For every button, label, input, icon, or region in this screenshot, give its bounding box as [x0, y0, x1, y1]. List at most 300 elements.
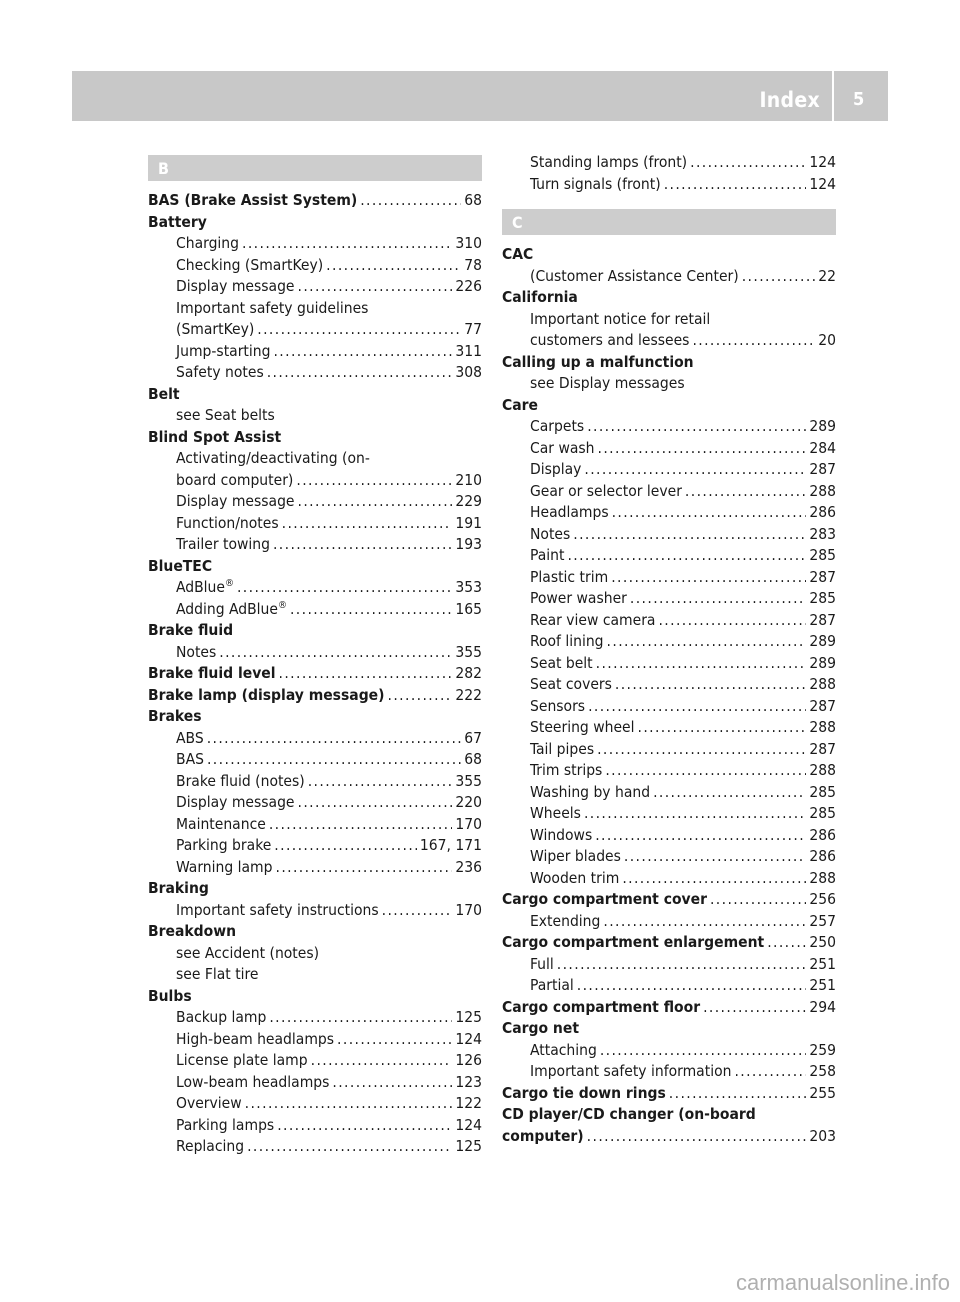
- index-heading: [148, 685, 482, 707]
- entry-text: Brake fluid level: [148, 664, 276, 682]
- leader-dots: [276, 857, 453, 879]
- entry-text: see Accident (notes): [176, 943, 320, 962]
- index-entry: [502, 674, 836, 696]
- leader-dots: [598, 438, 807, 460]
- index-entry: [148, 1007, 482, 1029]
- leader-dots: [273, 534, 452, 556]
- leader-dots: [245, 1093, 453, 1115]
- index-entry: [502, 911, 836, 933]
- entry-text: Wheels: [530, 804, 581, 822]
- leader-dots: [605, 760, 806, 782]
- index-entry: [502, 459, 836, 481]
- leader-dots: [237, 577, 452, 599]
- page-ref: 256: [809, 890, 836, 908]
- index-entry: [502, 481, 836, 503]
- index-entry: [148, 599, 482, 621]
- right-index-list: [502, 244, 836, 1147]
- entry-text: Important safety instructions: [176, 900, 379, 919]
- index-heading: [148, 921, 482, 943]
- page-ref: 285: [809, 589, 836, 607]
- entry-text: Paint: [530, 546, 565, 564]
- index-entry: [502, 653, 836, 675]
- leader-dots: [612, 502, 807, 524]
- section-header-c: [502, 209, 836, 235]
- page-ref: 308: [455, 363, 482, 381]
- index-heading: [148, 620, 482, 642]
- page-ref: 353: [455, 578, 482, 596]
- index-entry: [148, 319, 482, 341]
- entry-text: BlueTEC: [148, 556, 213, 575]
- index-heading: [502, 1126, 836, 1148]
- entry-text: BAS (Brake Assist System): [148, 191, 358, 209]
- entry-text: Carpets: [530, 417, 585, 435]
- entry-text: see Flat tire: [176, 965, 259, 983]
- index-heading: [148, 706, 482, 728]
- entry-text: Replacing: [176, 1137, 245, 1155]
- page-ref: 288: [809, 868, 836, 887]
- leader-dots: [607, 631, 807, 653]
- entry-text: Partial: [530, 976, 574, 994]
- page-ref: 251: [809, 976, 836, 994]
- page-ref: 251: [809, 954, 836, 973]
- index-entry: [148, 577, 482, 599]
- leader-dots: [584, 459, 806, 481]
- index-entry: [502, 846, 836, 868]
- leader-dots: [290, 599, 452, 621]
- entry-text: Seat covers: [530, 675, 612, 693]
- page-ref: 286: [809, 503, 836, 521]
- page-ref: 294: [809, 997, 836, 1016]
- entry-text: Gear or selector lever: [530, 481, 682, 500]
- page-ref: 170: [455, 814, 482, 833]
- page-ref: 284: [809, 438, 836, 457]
- index-heading: [502, 287, 836, 309]
- leader-dots: [296, 470, 452, 492]
- page-ref: 193: [455, 535, 482, 553]
- leader-dots: [247, 1136, 452, 1158]
- leader-dots: [337, 1029, 452, 1051]
- page-ref: 236: [455, 857, 482, 876]
- index-entry: [502, 868, 836, 890]
- entry-text: Important safety guidelines: [176, 298, 369, 317]
- index-entry: [148, 1072, 482, 1094]
- page-ref: 126: [455, 1051, 482, 1069]
- index-entry: [502, 610, 836, 632]
- page-ref: 222: [455, 685, 482, 704]
- index-entry: [148, 1050, 482, 1072]
- entry-text: Cargo compartment cover: [502, 890, 707, 908]
- leader-dots: [742, 266, 816, 288]
- index-entry: [148, 1029, 482, 1051]
- index-entry: [148, 534, 482, 556]
- leader-dots: [360, 190, 461, 212]
- header-bar: [72, 71, 832, 121]
- index-entry: [502, 545, 836, 567]
- entry-text: Care: [502, 395, 538, 414]
- entry-text: Maintenance: [176, 814, 266, 833]
- index-entry: [502, 567, 836, 589]
- page-ref: 125: [455, 1137, 482, 1155]
- leader-dots: [734, 1061, 806, 1083]
- leader-dots: [326, 255, 461, 277]
- index-entry: [502, 1040, 836, 1062]
- entry-text: Cargo compartment enlargement: [502, 933, 765, 951]
- index-entry: [502, 438, 836, 460]
- leader-dots: [622, 868, 806, 890]
- entry-text: Cargo tie down rings: [502, 1083, 666, 1102]
- index-entry: [502, 502, 836, 524]
- index-entry: [502, 739, 836, 761]
- page-ref: 203: [809, 1126, 836, 1145]
- entry-text: Jump-starting: [176, 341, 271, 360]
- entry-text: Steering wheel: [530, 718, 635, 736]
- entry-text: Seat belt: [530, 653, 593, 672]
- entry-text: Battery: [148, 212, 207, 231]
- entry-text: Wooden trim: [530, 868, 620, 887]
- leader-dots: [653, 782, 806, 804]
- entry-text: Notes: [530, 524, 571, 543]
- leader-dots: [311, 1050, 453, 1072]
- page-ref: 287: [809, 610, 836, 629]
- leader-dots: [207, 749, 461, 771]
- index-entry: [148, 1093, 482, 1115]
- entry-text: Brake lamp (display message): [148, 685, 385, 704]
- leader-dots: [382, 900, 453, 922]
- page-ref: 282: [455, 664, 482, 682]
- entry-text: Important safety information: [530, 1062, 732, 1080]
- leader-dots: [269, 1007, 452, 1029]
- index-entry: [148, 276, 482, 298]
- index-heading: [148, 556, 482, 578]
- leader-dots: [277, 1115, 452, 1137]
- entry-text: Car wash: [530, 438, 595, 457]
- page-ref: 287: [809, 460, 836, 478]
- index-entry: [148, 513, 482, 535]
- entry-text: ABS: [176, 728, 204, 747]
- page-ref: 191: [455, 513, 482, 532]
- entry-text: Standing lamps (front): [530, 153, 688, 171]
- entry-text: (Customer Assistance Center): [530, 266, 739, 285]
- index-entry: [148, 771, 482, 793]
- leader-dots: [664, 174, 807, 196]
- entry-text: Bulbs: [148, 986, 192, 1005]
- entry-text: Display message: [176, 793, 295, 811]
- index-entry: [502, 631, 836, 653]
- page-ref: 210: [455, 470, 482, 489]
- entry-text: Safety notes: [176, 363, 264, 381]
- entry-text: Warning lamp: [176, 857, 273, 876]
- leader-dots: [308, 771, 453, 793]
- right-index-list-continued: [502, 152, 836, 195]
- entry-text: Charging: [176, 234, 240, 252]
- index-entry: [502, 954, 836, 976]
- index-entry: [502, 717, 836, 739]
- leader-dots: [267, 362, 453, 384]
- entry-text: see Seat belts: [176, 406, 275, 424]
- section-letter: B: [158, 159, 169, 178]
- index-entry: [148, 341, 482, 363]
- page-ref: 220: [455, 793, 482, 811]
- leader-dots: [588, 696, 806, 718]
- entry-text: Turn signals (front): [530, 174, 661, 193]
- entry-text: computer): [502, 1126, 584, 1145]
- entry-text: Wiper blades: [530, 847, 621, 865]
- index-heading: [148, 384, 482, 406]
- index-entry: [148, 900, 482, 922]
- page-ref: 289: [809, 653, 836, 672]
- page-ref: 226: [455, 277, 482, 295]
- page-ref: 122: [455, 1094, 482, 1112]
- leader-dots: [584, 803, 806, 825]
- entry-text: Display message: [176, 492, 295, 510]
- entry-text: Low-beam headlamps: [176, 1072, 330, 1091]
- entry-text: Display: [530, 460, 582, 478]
- entry-text: California: [502, 288, 578, 306]
- entry-text: High-beam headlamps: [176, 1029, 335, 1048]
- entry-text: Brake fluid: [148, 621, 234, 639]
- index-entry: [502, 330, 836, 352]
- page-ref: 259: [809, 1040, 836, 1059]
- leader-dots: [600, 1040, 807, 1062]
- entry-text: Adding AdBlue®: [176, 599, 287, 618]
- page-ref: 355: [455, 771, 482, 790]
- page-ref: 229: [455, 492, 482, 510]
- leader-dots: [567, 545, 806, 567]
- leader-dots: [207, 728, 462, 750]
- page-ref: 283: [809, 524, 836, 543]
- leader-dots: [690, 152, 806, 174]
- left-column: [148, 155, 482, 1158]
- page-number-box: [834, 71, 888, 121]
- index-entry: [148, 943, 482, 965]
- right-column: [502, 152, 836, 1147]
- entry-text: Braking: [148, 879, 209, 897]
- index-entry: [502, 760, 836, 782]
- leader-dots: [611, 567, 806, 589]
- leader-dots: [219, 642, 452, 664]
- page-title: Index: [759, 88, 820, 112]
- leader-dots: [596, 653, 807, 675]
- index-heading: [502, 997, 836, 1019]
- page-ref: 255: [809, 1083, 836, 1102]
- entry-text: Tail pipes: [530, 739, 595, 758]
- entry-text: Display message: [176, 277, 295, 295]
- index-entry: [148, 1136, 482, 1158]
- leader-dots: [577, 975, 807, 997]
- page-ref: 288: [809, 718, 836, 736]
- index-heading: [502, 244, 836, 266]
- entry-text: Parking lamps: [176, 1115, 275, 1134]
- entry-text: Breakdown: [148, 922, 237, 940]
- entry-text: Brakes: [148, 707, 202, 725]
- leader-dots: [269, 814, 453, 836]
- page-ref: 285: [809, 804, 836, 822]
- page-ref: 311: [455, 341, 482, 360]
- watermark: carmanualsonline.info: [735, 1270, 950, 1295]
- index-entry: [148, 857, 482, 879]
- entry-text: License plate lamp: [176, 1051, 308, 1069]
- index-entry: [148, 448, 482, 470]
- index-entry: [148, 405, 482, 427]
- entry-text: see Display messages: [530, 374, 685, 392]
- index-entry: [502, 782, 836, 804]
- index-entry: [502, 266, 836, 288]
- page-number: 5: [853, 89, 865, 110]
- index-entry: [502, 309, 836, 331]
- entry-text: Function/notes: [176, 513, 279, 532]
- leader-dots: [669, 1083, 807, 1105]
- page-ref: 250: [809, 933, 836, 951]
- entry-text: Important notice for retail: [530, 309, 711, 328]
- entry-text: Cargo net: [502, 1019, 579, 1037]
- entry-text: Headlamps: [530, 503, 609, 521]
- index-heading: [502, 932, 836, 954]
- index-entry: [502, 416, 836, 438]
- leader-dots: [624, 846, 806, 868]
- index-entry: [148, 749, 482, 771]
- leader-dots: [587, 416, 806, 438]
- leader-dots: [257, 319, 461, 341]
- page-ref: 287: [809, 567, 836, 586]
- section-letter: C: [512, 213, 523, 232]
- page-ref: 289: [809, 632, 836, 650]
- index-entry: [148, 362, 482, 384]
- leader-dots: [630, 588, 806, 610]
- leader-dots: [274, 835, 417, 857]
- page-ref: 289: [809, 417, 836, 435]
- index-heading: [148, 212, 482, 234]
- index-heading: [148, 427, 482, 449]
- leader-dots: [273, 341, 452, 363]
- index-heading: [502, 352, 836, 374]
- entry-text: BAS: [176, 750, 204, 768]
- index-heading: [148, 986, 482, 1008]
- page-ref: 20: [818, 331, 836, 349]
- index-heading: [502, 1083, 836, 1105]
- entry-text: customers and lessees: [530, 331, 690, 349]
- leader-dots: [703, 997, 806, 1019]
- leader-dots: [282, 513, 453, 535]
- entry-text: Activating/deactivating (on-: [176, 449, 370, 467]
- entry-text: Rear view camera: [530, 610, 656, 629]
- leader-dots: [573, 524, 806, 546]
- leader-dots: [615, 674, 806, 696]
- index-heading: [502, 1018, 836, 1040]
- index-heading: [148, 878, 482, 900]
- entry-text: board computer): [176, 470, 294, 489]
- page-ref: 286: [809, 847, 836, 865]
- index-entry: [502, 588, 836, 610]
- index-entry: [502, 1061, 836, 1083]
- entry-text: Power washer: [530, 589, 627, 607]
- page-ref: 78: [464, 255, 482, 274]
- index-entry: [502, 174, 836, 196]
- leader-dots: [595, 825, 806, 847]
- entry-text: Trim strips: [530, 761, 603, 779]
- entry-text: (SmartKey): [176, 320, 255, 338]
- leader-dots: [242, 233, 452, 255]
- index-entry: [148, 1115, 482, 1137]
- entry-text: CD player/CD changer (on-board: [502, 1105, 756, 1123]
- page-ref: 77: [464, 320, 482, 338]
- page-ref: 67: [464, 728, 482, 747]
- entry-text: Blind Spot Assist: [148, 427, 282, 446]
- entry-text: Sensors: [530, 696, 586, 715]
- page-ref: 288: [809, 761, 836, 779]
- entry-text: Overview: [176, 1094, 242, 1112]
- index-entry: [148, 255, 482, 277]
- index-entry: [148, 470, 482, 492]
- leader-dots: [388, 685, 453, 707]
- entry-text: Plastic trim: [530, 567, 609, 586]
- page-ref: 165: [455, 599, 482, 618]
- leader-dots: [298, 792, 453, 814]
- leader-dots: [557, 954, 807, 976]
- leader-dots: [685, 481, 806, 503]
- page-ref: 22: [818, 266, 836, 285]
- entry-text: Checking (SmartKey): [176, 255, 324, 274]
- leader-dots: [279, 663, 453, 685]
- page-ref: 286: [809, 825, 836, 844]
- entry-text: Attaching: [530, 1040, 597, 1059]
- leader-dots: [692, 330, 815, 352]
- section-header-b: [148, 155, 482, 181]
- index-entry: [148, 814, 482, 836]
- entry-text: AdBlue®: [176, 577, 234, 596]
- index-entry: [148, 642, 482, 664]
- index-entry: [502, 825, 836, 847]
- page-ref: 310: [455, 234, 482, 252]
- entry-text: Cargo compartment floor: [502, 997, 701, 1016]
- index-entry: [148, 792, 482, 814]
- leader-dots: [587, 1126, 807, 1148]
- page-ref: 257: [809, 911, 836, 930]
- page-ref: 288: [809, 675, 836, 693]
- index-entry: [148, 491, 482, 513]
- entry-text: Trailer towing: [176, 535, 270, 553]
- entry-text: Windows: [530, 825, 593, 844]
- entry-text: Washing by hand: [530, 782, 651, 801]
- page-ref: 355: [455, 642, 482, 661]
- entry-text: Parking brake: [176, 836, 272, 854]
- index-entry: [148, 298, 482, 320]
- index-heading: [148, 663, 482, 685]
- index-entry: [502, 803, 836, 825]
- entry-text: Notes: [176, 642, 217, 661]
- index-entry: [502, 696, 836, 718]
- index-heading: [502, 1104, 836, 1126]
- page-ref: 124: [809, 174, 836, 193]
- page-ref: 285: [809, 782, 836, 801]
- leader-dots: [710, 889, 806, 911]
- entry-text: Backup lamp: [176, 1008, 267, 1026]
- page-ref: 124: [455, 1029, 482, 1048]
- index-heading: [502, 889, 836, 911]
- entry-text: Brake fluid (notes): [176, 771, 305, 790]
- page-ref: 170: [455, 900, 482, 919]
- leader-dots: [298, 276, 453, 298]
- page-ref: 124: [809, 153, 836, 171]
- index-entry: [502, 975, 836, 997]
- index-entry: [502, 152, 836, 174]
- entry-text: Full: [530, 954, 554, 973]
- page-ref: 124: [455, 1115, 482, 1134]
- entry-text: Calling up a malfunction: [502, 352, 694, 371]
- entry-text: Roof lining: [530, 632, 604, 650]
- left-index-list: [148, 190, 482, 1158]
- leader-dots: [767, 932, 806, 954]
- index-entry: [148, 233, 482, 255]
